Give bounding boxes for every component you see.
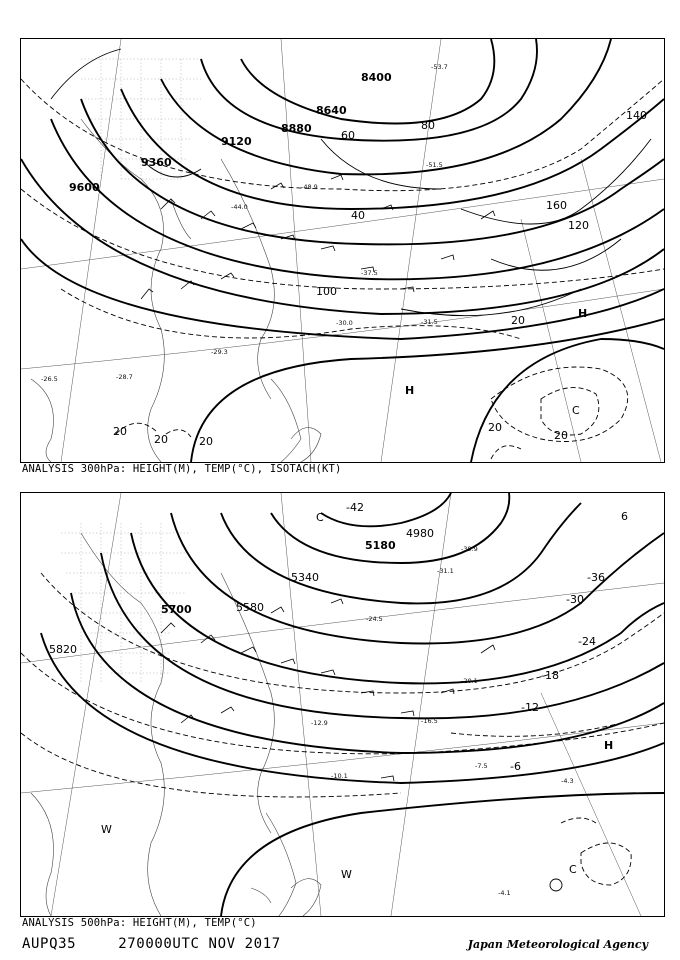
chart-500hpa	[20, 492, 665, 917]
chart-300hpa	[20, 38, 665, 463]
isotach-label: 80	[421, 119, 435, 132]
height-label: 9600	[69, 181, 100, 194]
height-label: 5700	[161, 603, 192, 616]
isotherm-label: -18	[541, 669, 559, 682]
station-temp: -29.3	[211, 348, 228, 356]
height-label: 9360	[141, 156, 172, 169]
station-temp: -48.9	[301, 183, 318, 191]
height-label: 4980	[406, 527, 434, 540]
high-center-marker: H	[604, 739, 614, 752]
coastlines	[31, 119, 321, 462]
isotach-label: 60	[341, 129, 355, 142]
isotherm-label: 6	[621, 510, 628, 523]
height-label: 5820	[49, 643, 77, 656]
height-label: 8400	[361, 71, 392, 84]
caption-500hpa: ANALYSIS 500hPa: HEIGHT(M), TEMP(°C)	[22, 917, 257, 929]
isotherm-label: -12	[521, 701, 539, 714]
warm-center-marker: W	[101, 823, 112, 836]
height-label: 5580	[236, 601, 264, 614]
map-grid	[21, 493, 664, 916]
wind-barbs	[161, 599, 495, 781]
isotherm-label: -6	[510, 760, 521, 773]
isotach-label: 100	[316, 285, 337, 298]
isotach-label: 20	[554, 429, 568, 442]
station-temp: -51.5	[426, 161, 443, 169]
chart-code: AUPQ35	[22, 936, 77, 952]
isotach-label: 20	[199, 435, 213, 448]
isotach-label: 20	[488, 421, 502, 434]
cold-center-marker: C	[316, 511, 324, 524]
station-temp: -28.7	[116, 373, 133, 381]
station-temp: -39.9	[461, 545, 478, 553]
station-temp: -4.1	[498, 889, 511, 897]
chart-300hpa-canvas	[21, 39, 664, 462]
isotherm-label: -30	[566, 593, 584, 606]
station-temp: -26.5	[41, 375, 58, 383]
cold-center-marker: C	[572, 404, 580, 417]
isotach-label: 120	[568, 219, 589, 232]
isotach-label: 20	[154, 433, 168, 446]
station-temp: -24.5	[366, 615, 383, 623]
isotherm-label: -36	[587, 571, 605, 584]
chart-identifier	[22, 936, 281, 952]
cold-center-marker: C	[569, 863, 577, 876]
chart-500hpa-canvas	[21, 493, 664, 916]
high-center-marker: H	[578, 307, 588, 320]
station-temp: -31.1	[437, 567, 454, 575]
station-temp: -37.5	[361, 269, 378, 277]
wind-barbs	[141, 175, 495, 299]
isotach-label: 20	[113, 425, 127, 438]
isotherms	[21, 573, 664, 885]
height-label: 8640	[316, 104, 347, 117]
height-label: 5180	[365, 539, 396, 552]
high-center-marker: H	[405, 384, 415, 397]
height-contours	[21, 39, 664, 462]
isotherm-label: -42	[346, 501, 364, 514]
isotherm-label: -24	[578, 635, 596, 648]
height-label: 8880	[281, 122, 312, 135]
coastlines	[31, 533, 321, 916]
caption-300hpa: ANALYSIS 300hPa: HEIGHT(M), TEMP(°C), ISOTACH(KT)	[22, 463, 342, 475]
height-contours	[41, 493, 664, 916]
station-temp: -4.3	[561, 777, 574, 785]
station-temperatures	[41, 63, 448, 383]
warm-center-marker: W	[341, 868, 352, 881]
station-temp: -20.1	[461, 677, 478, 685]
station-temp: -12.9	[311, 719, 328, 727]
isotach-label: 140	[626, 109, 647, 122]
agency-name: Japan Meteorological Agency	[467, 938, 648, 951]
station-temp: -30.0	[336, 319, 353, 327]
station-temp: -16.5	[421, 717, 438, 725]
height-label: 9120	[221, 135, 252, 148]
low-center-circle	[550, 879, 562, 891]
height-label: 5340	[291, 571, 319, 584]
isotach-label: 40	[351, 209, 365, 222]
station-temp: -10.1	[331, 772, 348, 780]
station-temp: -44.0	[231, 203, 248, 211]
chart-datetime: 270000UTC NOV 2017	[118, 936, 281, 952]
isotach-label: 20	[511, 314, 525, 327]
station-temp: -53.7	[431, 63, 448, 71]
isotach-label: 160	[546, 199, 567, 212]
station-temp: -7.5	[475, 762, 488, 770]
station-temp: -31.5	[421, 318, 438, 326]
